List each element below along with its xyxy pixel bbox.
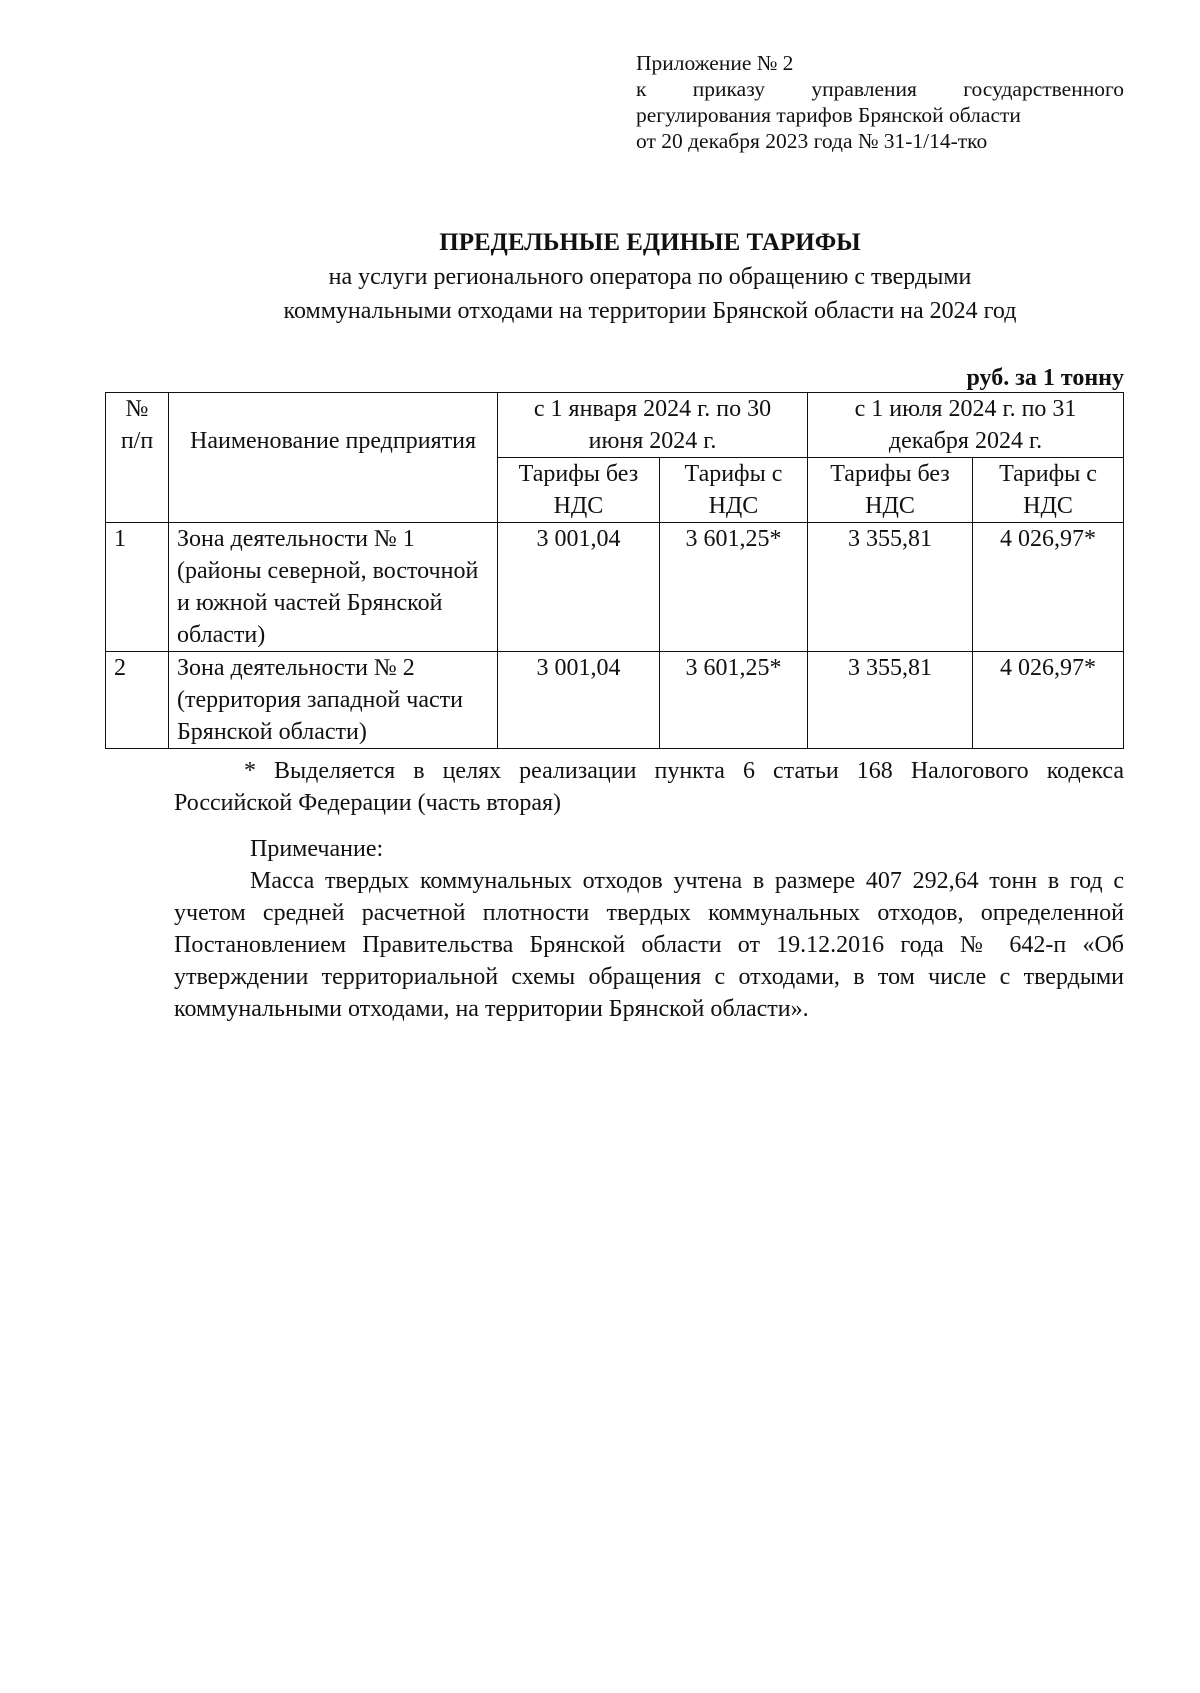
- row-p2-vat: 4 026,97*: [973, 523, 1124, 652]
- table-header-row: [106, 393, 1124, 458]
- row-p1-vat: 3 601,25*: [659, 652, 807, 749]
- row-name: Зона деятельности № 2 (территория западной части Брянской области): [169, 652, 498, 749]
- header-p2-vat: Тарифы с НДС: [973, 458, 1124, 523]
- header-number: № п/п: [106, 393, 169, 523]
- header-name: [169, 393, 498, 523]
- attachment-order-ref: к приказу управления государственного: [636, 77, 1124, 101]
- note-label: Примечание:: [250, 836, 384, 862]
- title-block: [100, 226, 1200, 328]
- row-number: 1: [106, 523, 169, 652]
- subtitle-line-1: на услуги регионального оператора по обращению с твердыми: [328, 264, 972, 290]
- attachment-number: Приложение № 2: [636, 51, 794, 75]
- row-p1-vat: 3 601,25*: [659, 523, 807, 652]
- footnote: * Выделяется в целях реализации пункта 6 статьи 168 Налогового кодекса Российской Федерации (часть вторая): [174, 758, 1124, 816]
- units-label: руб. за 1 тонну: [966, 365, 1124, 391]
- table-row: [106, 652, 1124, 749]
- row-p2-no-vat: 3 355,81: [808, 523, 973, 652]
- header-p1-vat: Тарифы с НДС: [659, 458, 807, 523]
- header-name-text: Наименование предприятия: [189, 428, 476, 454]
- header-period-2: с 1 июля 2024 г. по 31 декабря 2024 г.: [808, 393, 1124, 458]
- attachment-header: [636, 50, 1124, 154]
- row-p2-no-vat: 3 355,81: [808, 652, 973, 749]
- row-p2-vat: 4 026,97*: [973, 652, 1124, 749]
- attachment-authority: регулирования тарифов Брянской области: [636, 103, 1021, 127]
- table-row: [106, 523, 1124, 652]
- subtitle-line-2: коммунальными отходами на территории Брянской области на 2024 год: [283, 298, 1017, 324]
- header-p2-no-vat: Тарифы без НДС: [808, 458, 973, 523]
- tariffs-table: [105, 392, 1124, 749]
- attachment-date: от 20 декабря 2023 года № 31-1/14-тко: [636, 129, 988, 153]
- row-name: Зона деятельности № 1 (районы северной, восточной и южной частей Брянской области): [169, 523, 498, 652]
- row-p1-no-vat: 3 001,04: [498, 523, 660, 652]
- page-title: ПРЕДЕЛЬНЫЕ ЕДИНЫЕ ТАРИФЫ: [439, 229, 861, 256]
- header-period-1: с 1 января 2024 г. по 30 июня 2024 г.: [498, 393, 808, 458]
- header-p1-no-vat: Тарифы без НДС: [498, 458, 660, 523]
- row-number: 2: [106, 652, 169, 749]
- note-text: Масса твердых коммунальных отходов учтена в размере 407 292,64 тонн в год с учетом средней расчетной плотности твердых коммунальных отходов, определенной Постановлением Правительства Брянской области от 19.12.2016 года № 642-п «Об утверждении территориальной схемы обращения с отходами, в том числе с твердыми коммунальными отходами, на территории Брянской области».: [174, 868, 1124, 1022]
- row-p1-no-vat: 3 001,04: [498, 652, 660, 749]
